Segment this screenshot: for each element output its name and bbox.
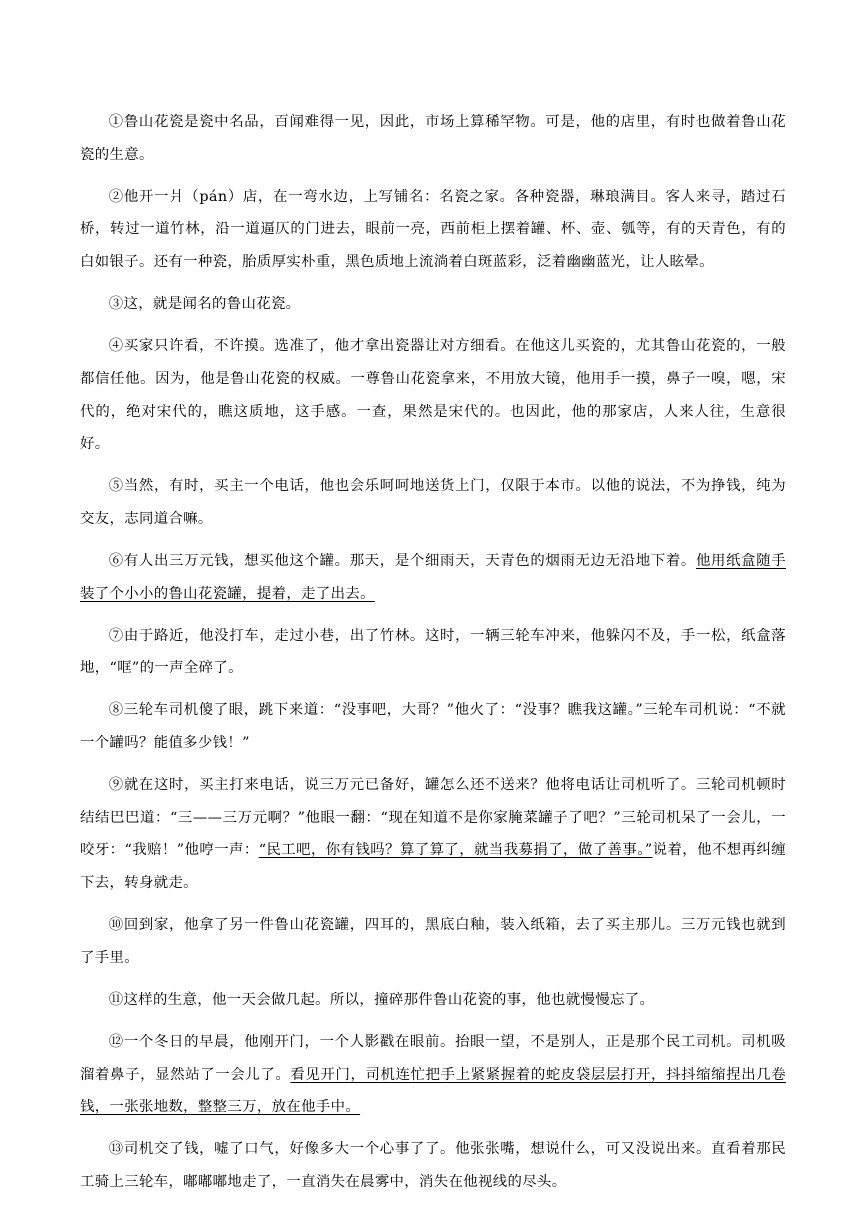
paragraph-9 [80,769,786,900]
paragraph-text: ④买家只许看，不许摸。选准了，他才拿出瓷器让对方细看。在他这儿买瓷的，尤其鲁山花瓷的，一般都信任他。因为，他是鲁山花瓷的权威。一尊鲁山花瓷拿来，不用放大镜，他用手一摸，鼻子一嗅，嗯，宋代的，绝对宋代的，瞧这质地，这手感。一查，果然是宋代的。也因此，他的那家店，人来人往，生意很好。 [80,338,786,453]
paragraph-text: ⑤当然，有时，买主一个电话，他也会乐呵呵地送货上门，仅限于本市。以他的说法，不为挣钱，纯为交友，志同道合嘛。 [80,478,786,527]
paragraph-8 [80,694,786,759]
paragraph-text: ⑧三轮车司机傻了眼，跳下来道：“没事吧，大哥？”他火了：“没事？瞧我这罐。”三轮车司机说：“不就一个罐吗？能值多少钱！” [80,702,786,752]
paragraph-12 [80,1026,786,1124]
paragraph-text: ②他开一爿（pán）店，在一弯水边，上写铺名：名瓷之家。各种瓷器，琳琅满目。客人来寻，踏过石桥，转过一道竹林，沿一道逼仄的门进去，眼前一亮，西前柜上摆着罐、杯、壶、瓠等，有的天青色，有的白如银子。还有一种瓷，胎质厚实朴重，黑色质地上流淌着白斑蓝彩，泛着幽幽蓝光，让人眩晕。 [80,188,786,271]
paragraph-5 [80,470,786,535]
paragraph-13 [80,1133,786,1198]
paragraph-3 [80,288,786,321]
paragraph-6 [80,545,786,610]
paragraph-text: ⑨就在这时，买主打来电话，说三万元已备好，罐怎么还不送来？他将电话让司机听了。三轮司机顿时结结巴巴道：“三——三万元啊？”他眼一翻：“现在知道不是你家腌菜罐子了吧？”三轮司机呆了一会儿，一咬牙：“我赔！”他哼一声： [80,777,786,859]
paragraph-text: ①鲁山花瓷是瓷中名品，百闻难得一见，因此，市场上算稀罕物。可是，他的店里，有时也做着鲁山花瓷的生意。 [80,114,786,163]
paragraph-text: ③这，就是闻名的鲁山花瓷。 [108,296,301,313]
paragraph-11 [80,984,786,1017]
paragraph-4 [80,330,786,461]
paragraph-text: ⑫一个冬日的早晨，他刚开门，一个人影戳在眼前。抬眼一望，不是别人，正是那个民工司机。司机吸溜着鼻子，显然站了一会儿了。 [80,1033,786,1083]
underlined-sentence: “民工吧，你有钱吗？算了算了，就当我募捐了，做了善事。” [258,842,653,859]
underlined-sentence: 看见开门，司机连忙把手上紧紧握着的蛇皮袋层层打开，抖抖缩缩捏出几卷钱，一张张地数，整整三万，放在他手中。 [80,1066,786,1116]
paragraph-text: ⑥有人出三万元钱，想买他这个罐。那天，是个细雨天，天青色的烟雨无边无沿地下着。 [108,552,696,569]
paragraph-10 [80,909,786,974]
paragraph-text: ⑬司机交了钱，嘘了口气，好像多大一个心事了了。他张张嘴，想说什么，可又没说出来。直看着那民工骑上三轮车，嘟嘟嘟地走了，一直消失在晨雾中，消失在他视线的尽头。 [80,1141,786,1190]
underlined-sentence: 他用纸盒随手装了个小小的鲁山花瓷罐，提着，走了出去。 [80,552,786,602]
paragraph-text: ⑩回到家，他拿了另一件鲁山花瓷罐，四耳的，黑底白釉，装入纸箱，去了买主那儿。三万元钱也就到了手里。 [80,917,786,966]
paragraph-2 [80,181,786,279]
paragraph-1 [80,106,786,171]
article-body [80,106,786,1208]
paragraph-text: ⑦由于路近，他没打车，走过小巷，出了竹林。这时，一辆三轮车冲来，他躲闪不及，手一松，纸盒落地，“哐”的一声全碎了。 [80,627,786,677]
paragraph-text: ⑪这样的生意，他一天会做几起。所以，撞碎那件鲁山花瓷的事，他也就慢慢忘了。 [108,991,655,1008]
paragraph-7 [80,620,786,685]
paragraph-text: 说着，他不想再纠缠下去，转身就走。 [80,842,786,892]
